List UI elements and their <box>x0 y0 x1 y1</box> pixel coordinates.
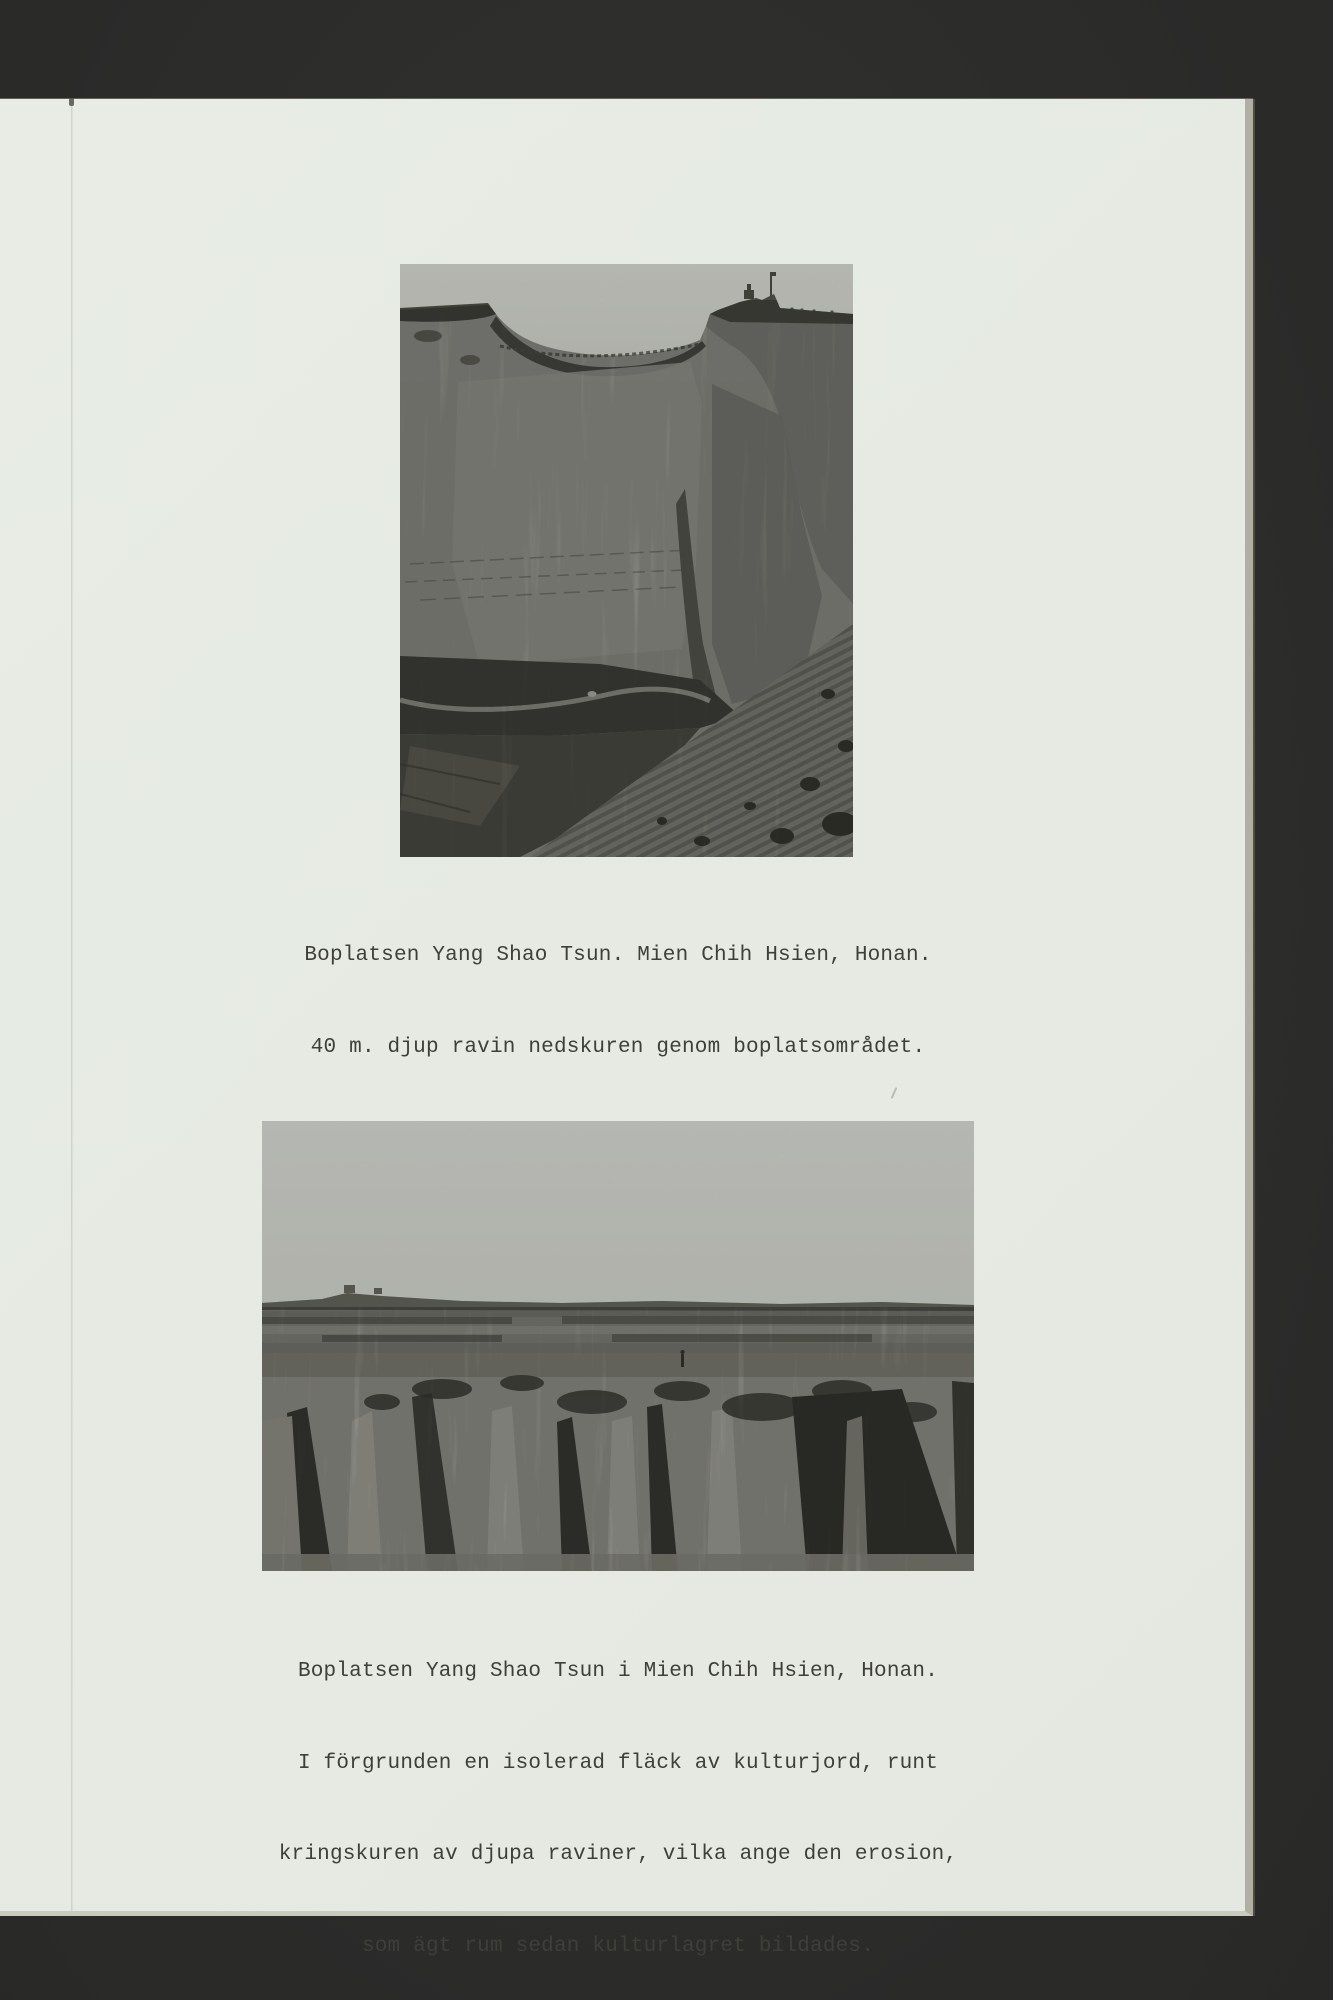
caption-bottom <box>0 1596 1236 2000</box>
ravine-photo <box>400 264 853 857</box>
caption-line: Boplatsen Yang Shao Tsun i Mien Chih Hsien, Honan. <box>297 1660 939 1683</box>
caption-line: 40 m. djup ravin nedskuren genom boplatsområdet. <box>310 1035 926 1059</box>
caption-line: som ägt rum sedan kulturlagret bildades. <box>361 1934 875 1958</box>
page-edge-nick <box>69 98 74 106</box>
book-page <box>0 99 1253 1958</box>
caption-line: Boplatsen Yang Shao Tsun. Mien Chih Hsien, Honan. <box>304 944 932 967</box>
caption-line: kringskuren av djupa raviner, vilka ange den erosion, <box>278 1843 958 1866</box>
caption-line: I förgrunden en isolerad fläck av kulturjord, runt <box>297 1751 939 1775</box>
erosion-photo <box>262 1121 974 1571</box>
